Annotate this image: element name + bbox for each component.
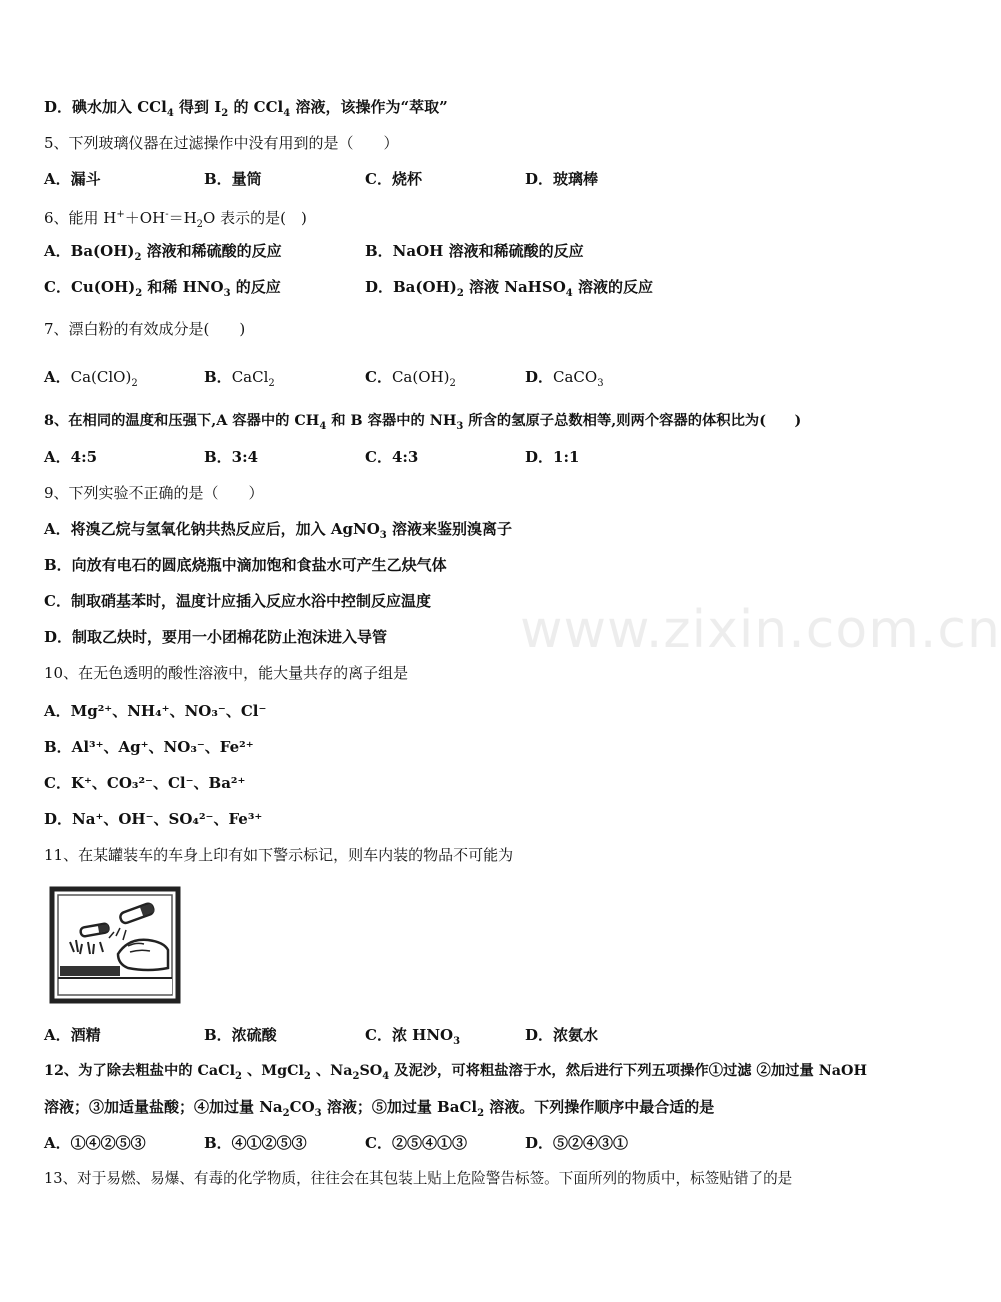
q5-option-b: B．量筒 xyxy=(204,170,262,188)
q12-option-a: A．①④②⑤③ xyxy=(44,1134,146,1152)
q5-option-a: A．漏斗 xyxy=(44,170,101,188)
q12-option-b: B．④①②⑤③ xyxy=(204,1134,307,1152)
q5-option-d: D．玻璃棒 xyxy=(525,170,599,188)
q11-option-a: A．酒精 xyxy=(44,1026,101,1044)
q11-option-c: C．浓 $HNO_3$ xyxy=(365,1026,461,1047)
q10-stem: 10、在无色透明的酸性溶液中，能大量共存的离子组是 xyxy=(44,664,409,682)
q8-option-d: D．1:1 xyxy=(525,448,580,466)
q8-option-b: B．3:4 xyxy=(204,448,259,466)
q6-option-a: A．$Ba(OH)_2$ 溶液和稀硫酸的反应 xyxy=(44,242,282,263)
q7-option-b: B．CaCl$_2$ xyxy=(204,368,275,389)
q10-option-d: D．Na⁺、OH⁻、SO₄²⁻、Fe³⁺ xyxy=(44,810,263,828)
q11-option-b: B．浓硫酸 xyxy=(204,1026,277,1044)
q11-stem: 11、在某罐装车的车身上印有如下警示标记，则车内装的物品不可能为 xyxy=(44,846,514,864)
q12-stem-line2: 溶液；③加适量盐酸；④加过量 $Na_2CO_3$ 溶液；⑤加过量 BaCl$_2$ 溶液。下列操作顺序中最合适的是 xyxy=(44,1098,715,1119)
q9-option-d: D．制取乙炔时，要用一小团棉花防止泡沫进入导管 xyxy=(44,628,388,646)
q5-option-c: C．烧杯 xyxy=(365,170,422,188)
q7-stem: 7、漂白粉的有效成分是( ) xyxy=(44,320,246,338)
q13-stem: 13、对于易燃、易爆、有毒的化学物质，往往会在其包装上贴上危险警告标签。下面所列的物质中，标签贴错了的是 xyxy=(44,1170,793,1187)
q7-option-c: C．$Ca(OH)_2$ xyxy=(365,368,456,389)
q5-stem: 5、下列玻璃仪器在过滤操作中没有用到的是（ ） xyxy=(44,134,399,152)
q6-option-b: B．NaOH 溶液和稀硫酸的反应 xyxy=(365,242,584,260)
q12-option-c: C．②⑤④①③ xyxy=(365,1134,467,1152)
q9-option-a: A．将溴乙烷与氢氧化钠共热反应后，加入 AgNO$_3$ 溶液来鉴别溴离子 xyxy=(44,520,512,541)
q9-option-c: C．制取硝基苯时，温度计应插入反应水浴中控制反应温度 xyxy=(44,592,431,610)
q6-stem: 6、能用 $H^++OH^-=H_2O$ 表示的是( ) xyxy=(44,209,307,230)
q6-option-d: D．$Ba(OH)_2$ 溶液 NaHSO$_4$ 溶液的反应 xyxy=(365,278,653,299)
corrosive-warning-icon xyxy=(44,886,182,1006)
q8-option-c: C．4:3 xyxy=(365,448,419,466)
q4-option-d: D．碘水加入 CCl$_4$ 得到 $I_2$ 的 CCl$_4$ 溶液，该操作为“萃取” xyxy=(44,98,448,119)
q7-option-a: A．$Ca(ClO)_2$ xyxy=(44,368,138,389)
q9-option-b: B．向放有电石的圆底烧瓶中滴加饱和食盐水可产生乙炔气体 xyxy=(44,556,447,574)
q10-option-a: A．Mg²⁺、NH₄⁺、NO₃⁻、Cl⁻ xyxy=(44,702,267,720)
q7-option-d: D．CaCO$_3$ xyxy=(525,368,604,389)
q6-option-c: C．$Cu(OH)_2$ 和稀 $HNO_3$ 的反应 xyxy=(44,278,281,299)
q12-option-d: D．⑤②④③① xyxy=(525,1134,629,1152)
q8-option-a: A．4:5 xyxy=(44,448,98,466)
q11-option-d: D．浓氨水 xyxy=(525,1026,599,1044)
q10-option-b: B．Al³⁺、Ag⁺、NO₃⁻、Fe²⁺ xyxy=(44,738,254,756)
q10-option-c: C．K⁺、CO₃²⁻、Cl⁻、Ba²⁺ xyxy=(44,774,246,792)
q12-stem-line1: 12、为了除去粗盐中的 CaCl$_2$ 、MgCl$_2$ 、$Na_2SO_4$ 及泥沙，可将粗盐溶于水，然后进行下列五项操作①过滤 ②加过量 NaOH xyxy=(44,1063,868,1082)
q9-stem: 9、下列实验不正确的是（ ） xyxy=(44,484,264,502)
watermark: www.zixin.com.cn xyxy=(520,600,1001,660)
q8-stem: 8、在相同的温度和压强下,A 容器中的 $CH_4$ 和 B 容器中的 $NH_3$ 所含的氢原子总数相等,则两个容器的体积比为( ) xyxy=(44,413,802,432)
